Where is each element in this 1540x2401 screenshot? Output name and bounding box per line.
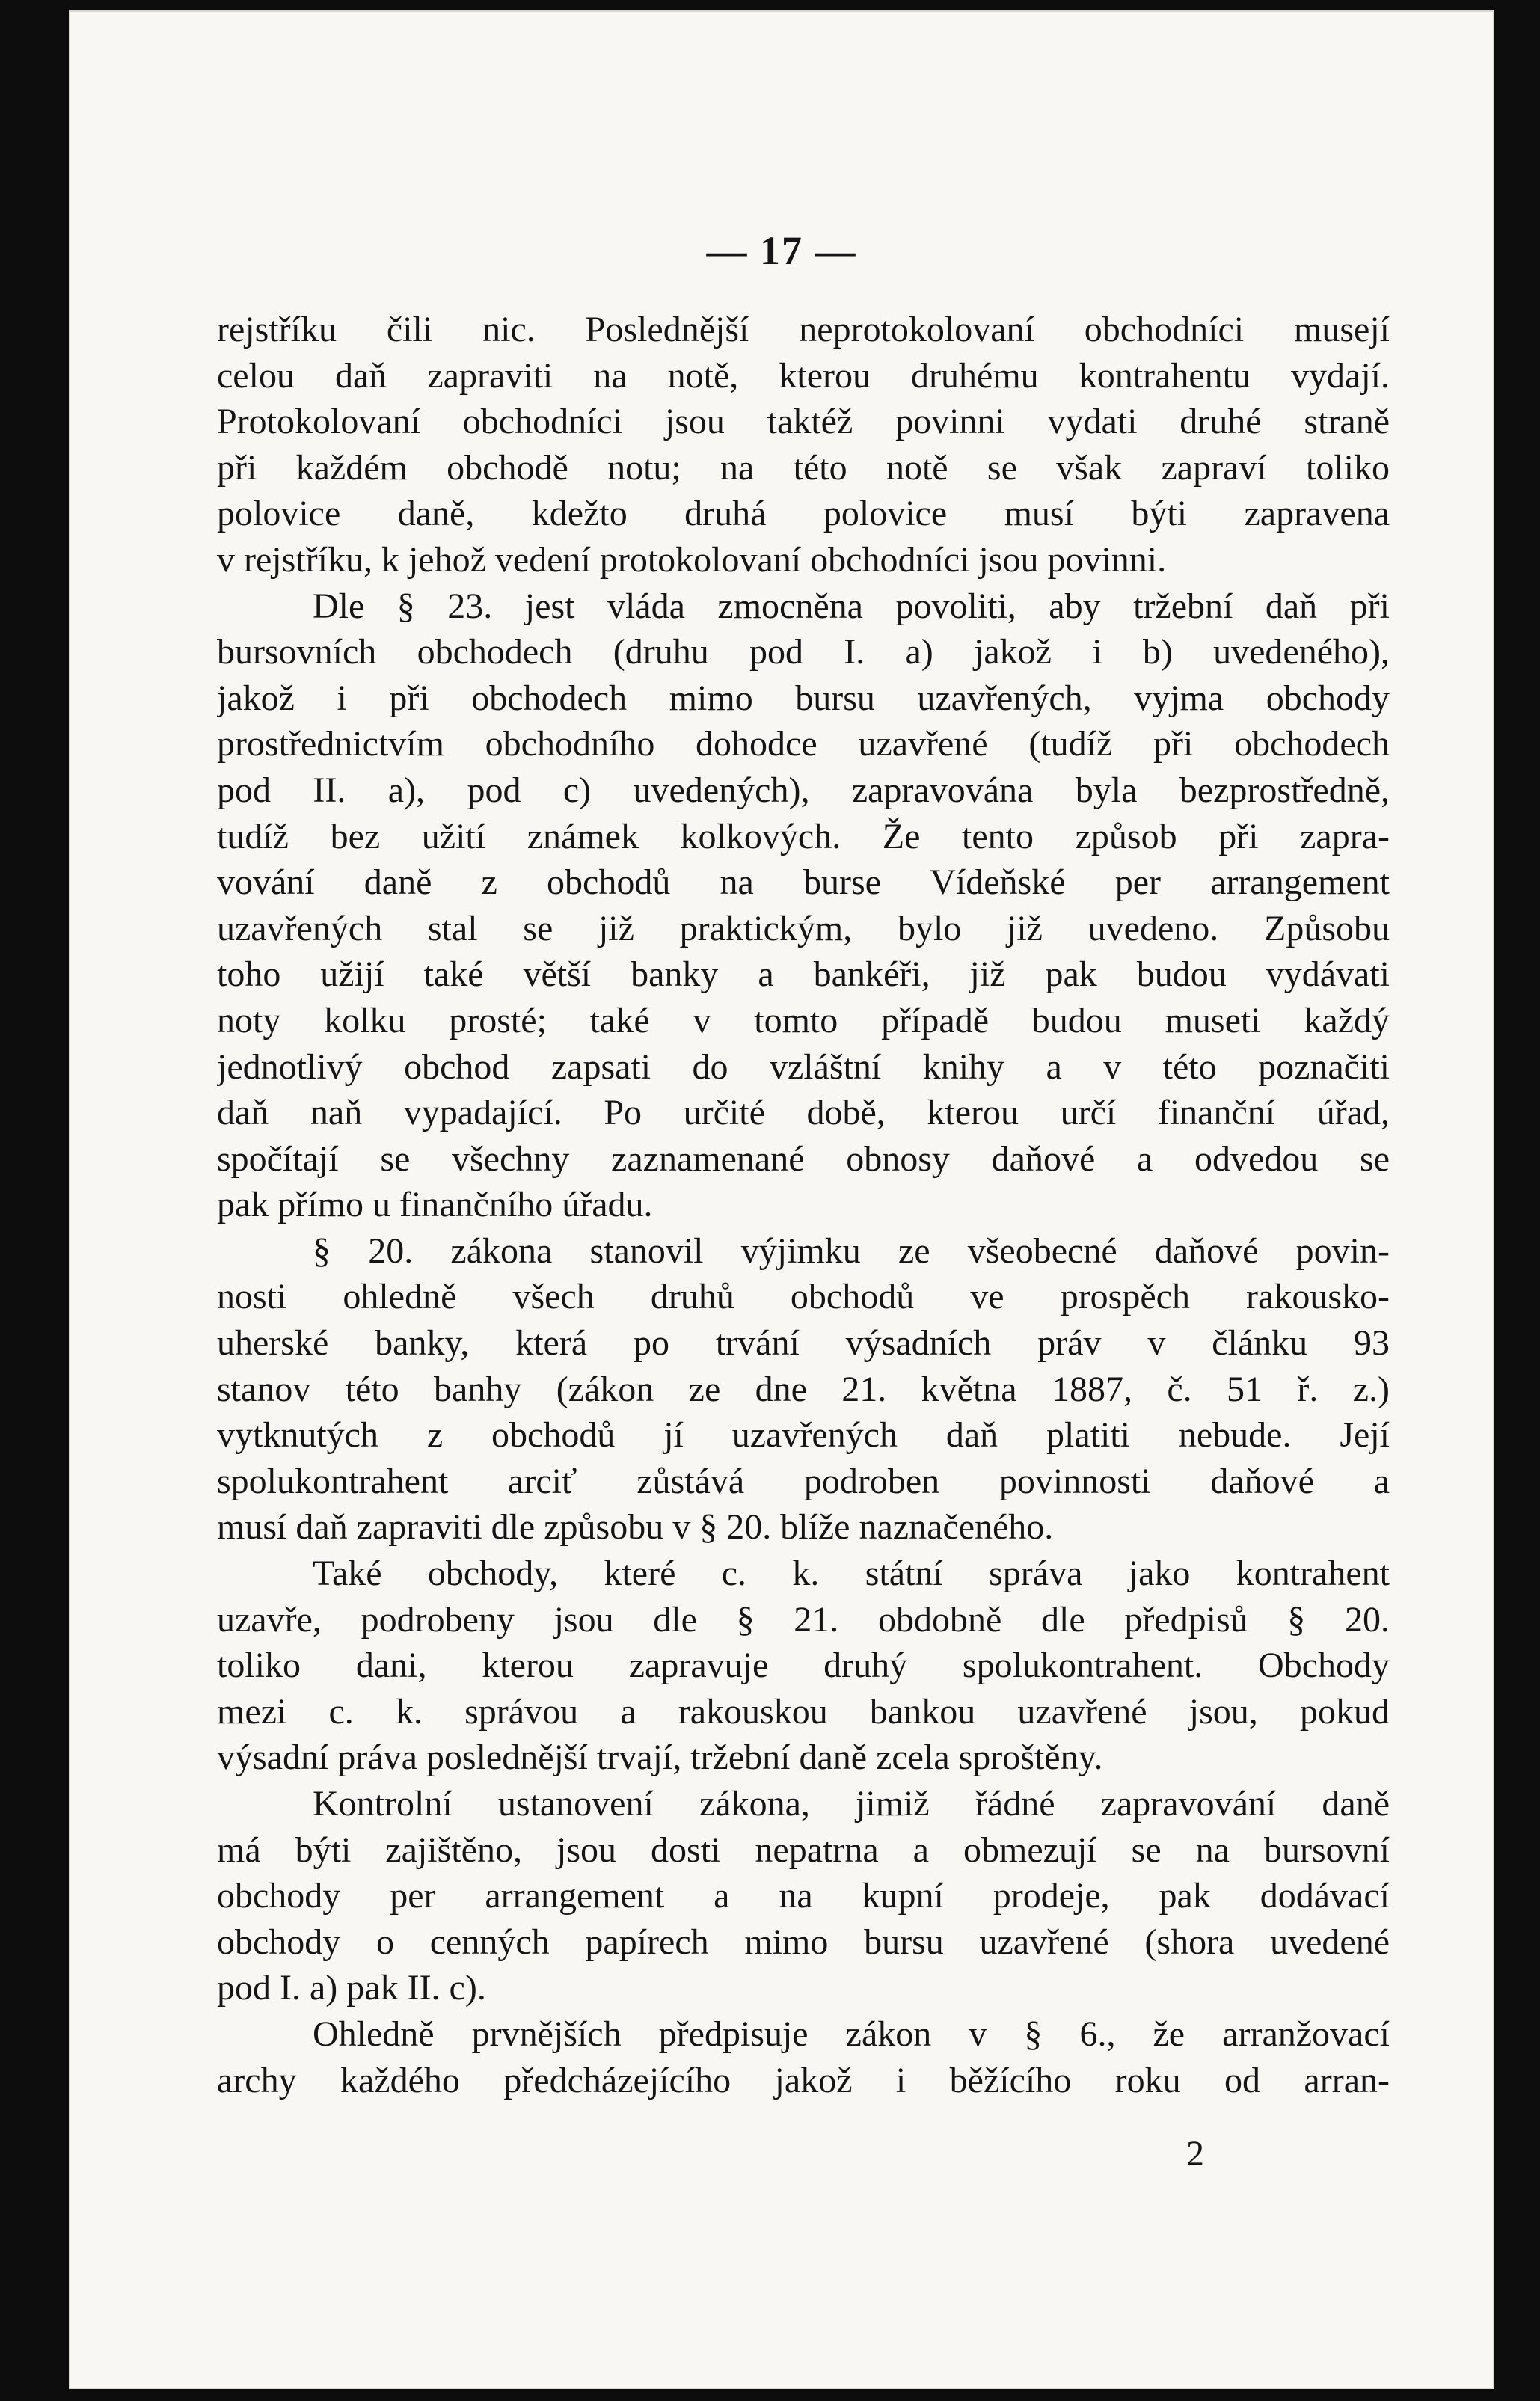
text-line: spolukontrahent arciť zůstává podroben povinnosti daňové a [217, 1461, 1390, 1501]
text-line: Protokolovaní obchodníci jsou taktéž povinni vydati druhé straně [217, 402, 1390, 442]
text-line: Ohledně prvnějších předpisuje zákon v § 6., že arranžovací [313, 2014, 1390, 2054]
text-line: při každém obchodě notu; na této notě se však zapraví toliko [217, 447, 1390, 488]
text-line: mezi c. k. správou a rakouskou bankou uzavřené jsou, pokud [217, 1691, 1390, 1732]
text-line: prostřednictvím obchodního dohodce uzavřené (tudíž při obchodech [217, 724, 1390, 764]
text-line: tudíž bez užití známek kolkových. Že tento způsob při zapra- [217, 816, 1390, 856]
text-line: toho užijí také větší banky a bankéři, již pak budou vydávati [217, 954, 1390, 995]
text-line: obchody o cenných papírech mimo bursu uzavřené (shora uvedené [217, 1922, 1390, 1962]
text-line: polovice daně, kdežto druhá polovice musí býti zapravena [217, 494, 1390, 534]
signature-mark: 2 [1186, 2134, 1204, 2174]
text-line: pod II. a), pod c) uvedených), zapravována byla bezprostředně, [217, 770, 1390, 810]
text-line: celou daň zapraviti na notě, kterou druhému kontrahentu vydají. [217, 355, 1390, 396]
text-line: archy každého předcházejícího jakož i běžícího roku od arran- [217, 2060, 1390, 2100]
text-line: rejstříku čili nic. Poslednější neprotokolovaní obchodníci musejí [217, 310, 1390, 349]
text-line: pak přímo u finančního úřadu. [217, 1185, 653, 1225]
text-line: uherské banky, která po trvání výsadních práv v článku 93 [217, 1323, 1390, 1364]
text-line: pod I. a) pak II. c). [217, 1968, 486, 2008]
text-line: Také obchody, které c. k. státní správa jako kontrahent [313, 1554, 1390, 1594]
text-line: Kontrolní ustanovení zákona, jimiž řádné zapravování daně [313, 1784, 1390, 1824]
text-line: obchody per arrangement a na kupní prodeje, pak dodávací [217, 1876, 1390, 1916]
text-line: v rejstříku, k jehož vedení protokolovaní obchodníci jsou povinni. [217, 539, 1167, 580]
text-line: jednotlivý obchod zapsati do vzláštní knihy a v této poznačiti [217, 1046, 1390, 1087]
text-line: vytknutých z obchodů jí uzavřených daň platiti nebude. Její [217, 1415, 1390, 1456]
text-line: má býti zajištěno, jsou dosti nepatrna a obmezují se na bursovní [217, 1830, 1390, 1870]
body-text [217, 307, 1390, 2103]
text-line: toliko dani, kterou zapravuje druhý spolukontrahent. Obchody [217, 1646, 1390, 1686]
text-line: výsadní práva poslednější trvají, tržební daně zcela sproštěny. [217, 1738, 1103, 1778]
document-page [69, 10, 1494, 2389]
text-line: bursovních obchodech (druhu pod I. a) jakož i b) uvedeného), [217, 632, 1390, 672]
text-line: nosti ohledně všech druhů obchodů ve prospěch rakousko- [217, 1277, 1390, 1317]
text-line: daň naň vypadající. Po určité době, kterou určí finanční úřad, [217, 1093, 1390, 1133]
page-number: — 17 — [706, 228, 857, 273]
text-line: § 20. zákona stanovil výjimku ze všeobecné daňové povin- [313, 1230, 1390, 1271]
text-line: uzavřených stal se již praktickým, bylo již uvedeno. Způsobu [217, 908, 1390, 948]
text-line: vování daně z obchodů na burse Vídeňské per arrangement [217, 862, 1390, 903]
text-line: spočítají se všechny zaznamenané obnosy daňové a odvedou se [217, 1138, 1390, 1179]
text-line: uzavře, podrobeny jsou dle § 21. obdobně dle předpisů § 20. [217, 1599, 1390, 1640]
text-line: musí daň zapraviti dle způsobu v § 20. blíže naznačeného. [217, 1507, 1054, 1548]
text-line: jakož i při obchodech mimo bursu uzavřených, vyjma obchody [217, 678, 1390, 718]
text-line: Dle § 23. jest vláda zmocněna povoliti, aby tržební daň při [313, 586, 1390, 626]
text-line: stanov této banhy (zákon ze dne 21. května 1887, č. 51 ř. z.) [217, 1369, 1390, 1409]
text-line: noty kolku prosté; také v tomto případě budou museti každý [217, 1000, 1390, 1040]
